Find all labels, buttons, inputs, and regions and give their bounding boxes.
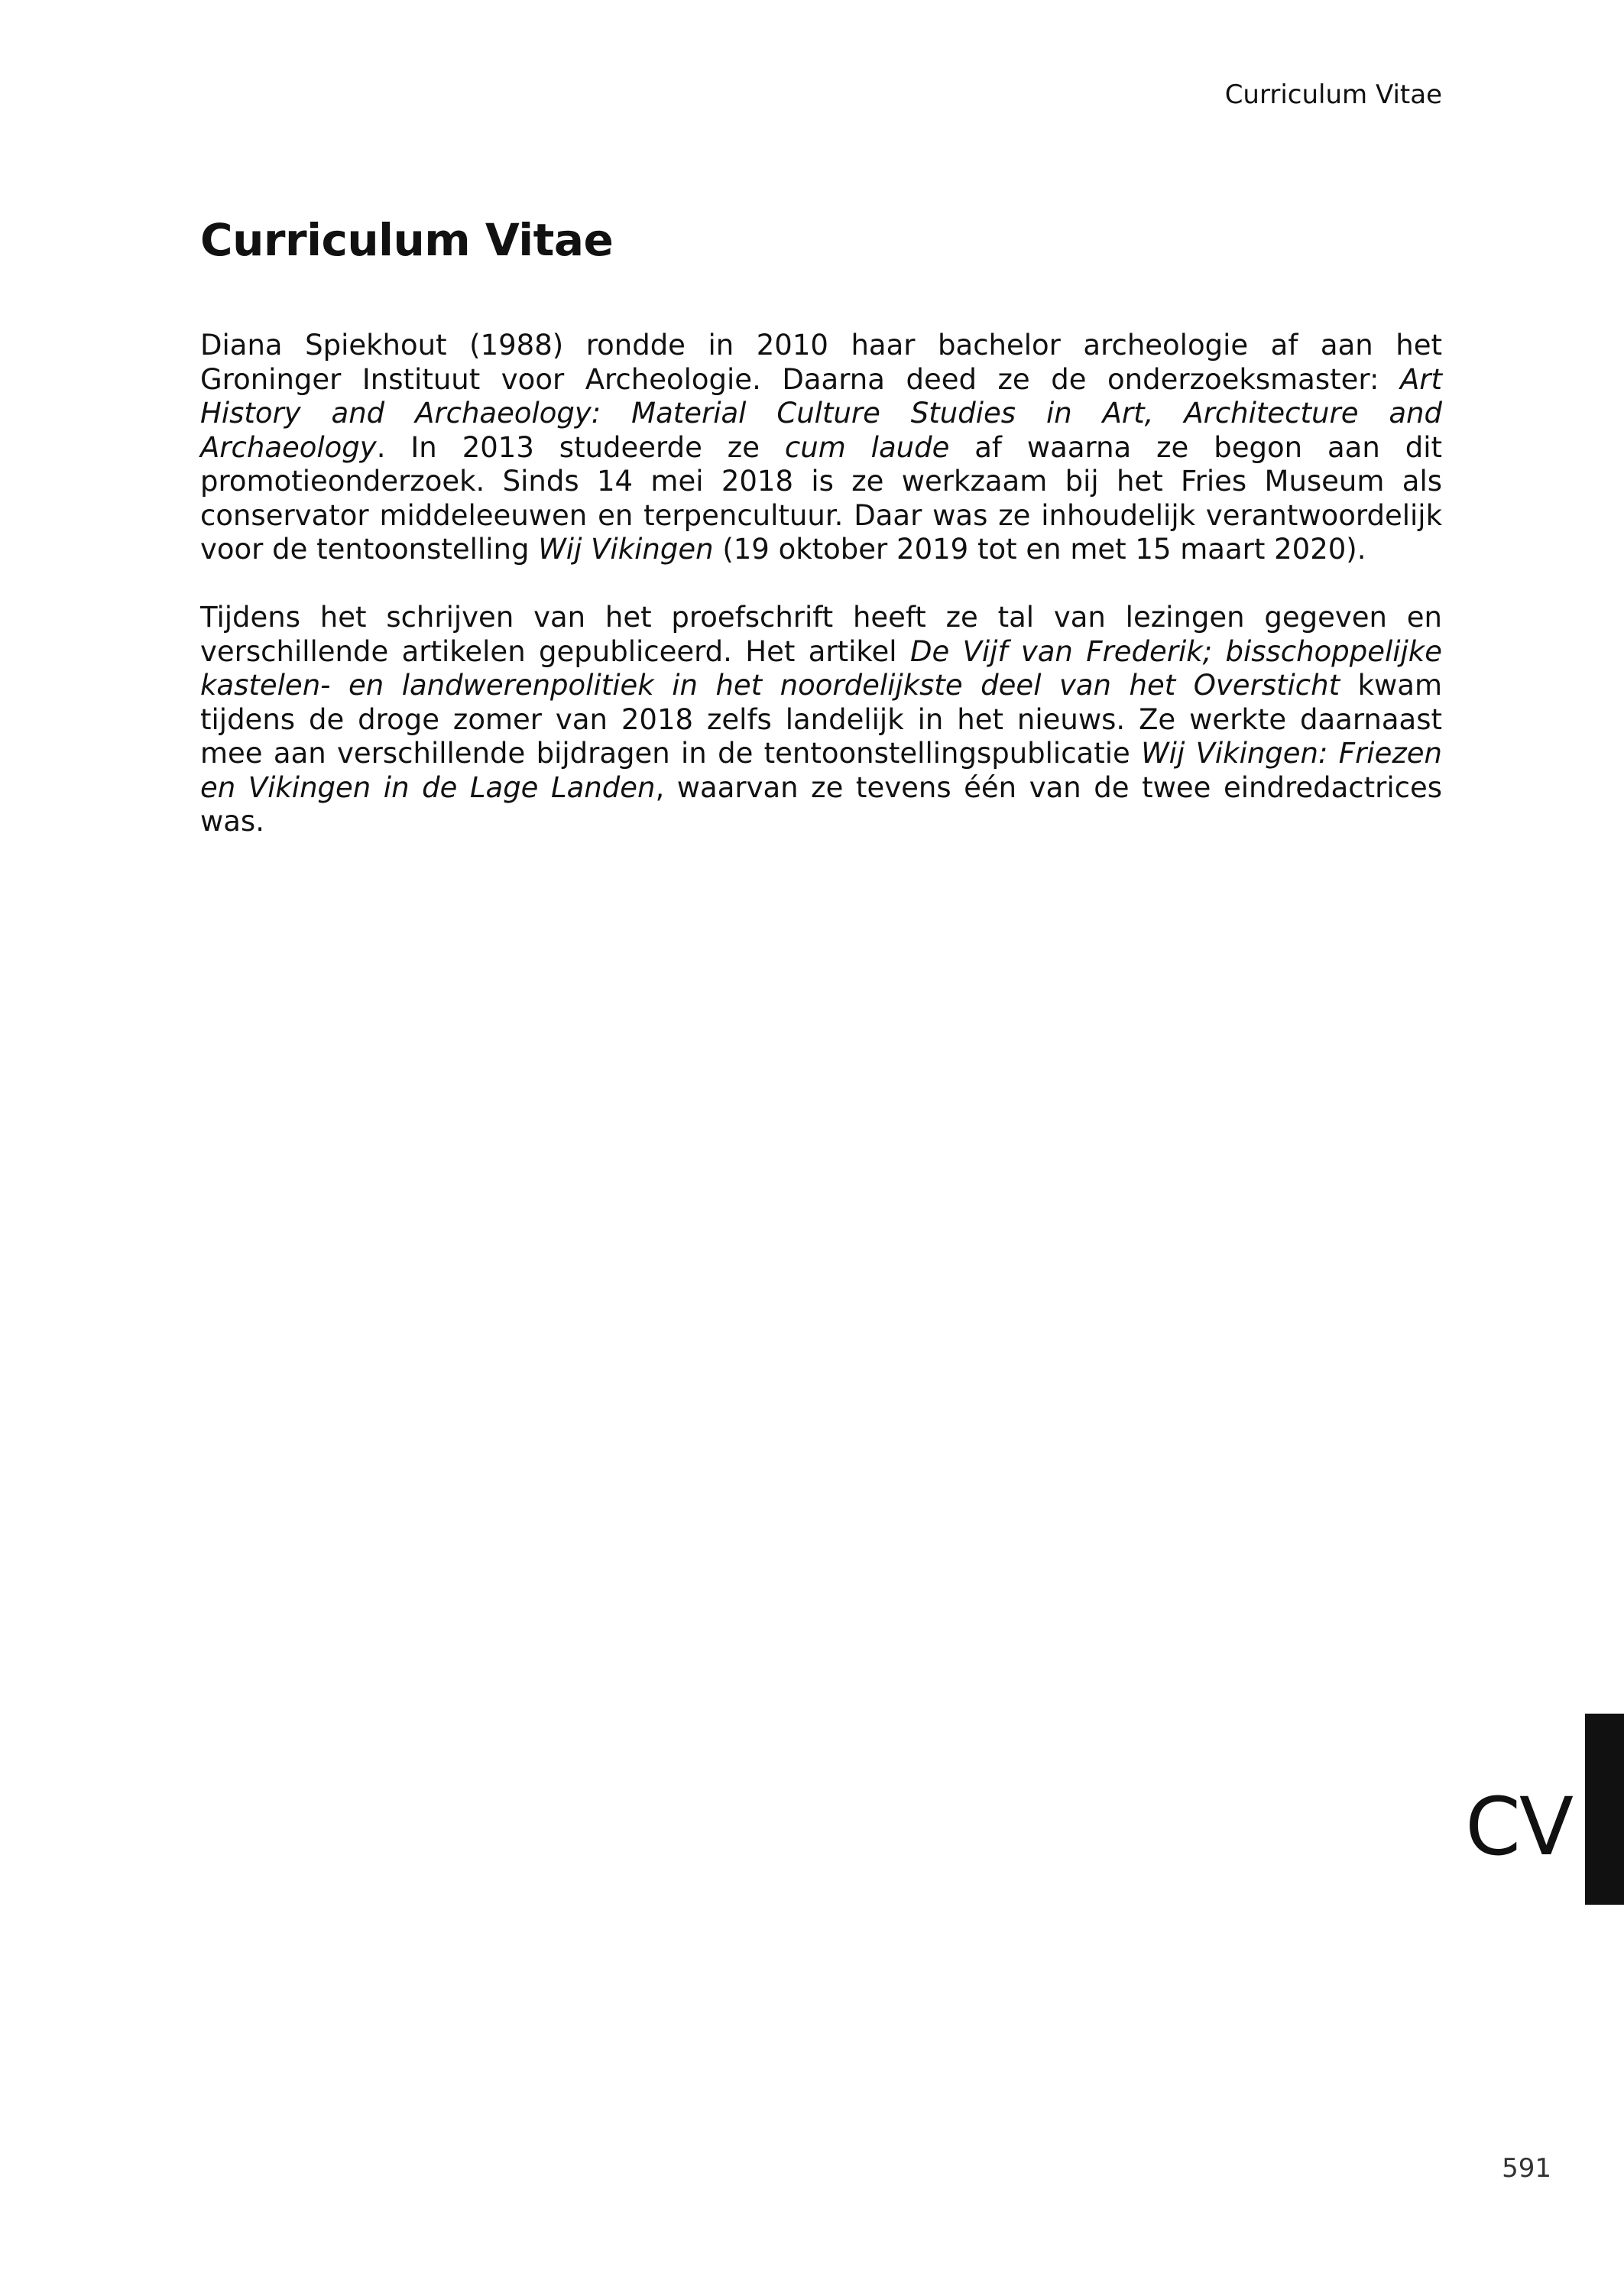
chapter-tab-label: CV [1465,1780,1572,1873]
page-number: 591 [1502,2153,1551,2184]
text-span: af waarna ze begon aan dit promotieonderzoek. Sinds 14 mei 2018 is ze werkzaam bij het Fries Museum als conservator middeleeuwen en terpencultuur. Daar was ze inhoudelijk verantwoordelijk voor de tentoonstelling [200,430,1442,566]
chapter-tab [1585,1714,1624,1905]
text-span-italic: De Vijf van Frederik; bisschoppelijke kastelen- en landwerenpolitiek in het noordelijkste deel van het Oversticht [200,634,1443,702]
text-span: , waarvan ze tevens één van de twee eindredactrices was. [200,770,1442,838]
text-span-italic: Wij Vikingen [538,533,714,566]
page-title: Curriculum Vitae [200,214,614,266]
text-span: . In 2013 studeerde ze [376,430,785,464]
text-span-italic: Art History and Archaeology: Material Culture Studies in Art, Architecture and Archaeology [200,362,1442,464]
body-text [200,329,1442,873]
paragraph-publications [200,601,1442,839]
text-span: kwam tijdens de droge zomer van 2018 zelfs landelijk in het nieuws. Ze werkte daarnaast mee aan verschillende bijdragen in de tentoonstellingspublicatie [200,669,1443,770]
paragraph-education [200,329,1442,567]
text-span: (19 oktober 2019 tot en met 15 maart 2020). [713,533,1366,566]
text-span-italic: Wij Vikingen: Friezen en Vikingen in de Lage Landen [200,737,1442,804]
running-header: Curriculum Vitae [1224,79,1442,110]
text-span-italic: cum laude [784,430,950,464]
text-span: Diana Spiekhout (1988) rondde in 2010 haar bachelor archeologie af aan het Groninger Instituut voor Archeologie. Daarna deed ze de onderzoeksmaster: [200,329,1442,396]
text-span: Tijdens het schrijven van het proefschrift heeft ze tal van lezingen gegeven en verschillende artikelen gepubliceerd. Het artikel [200,601,1442,668]
